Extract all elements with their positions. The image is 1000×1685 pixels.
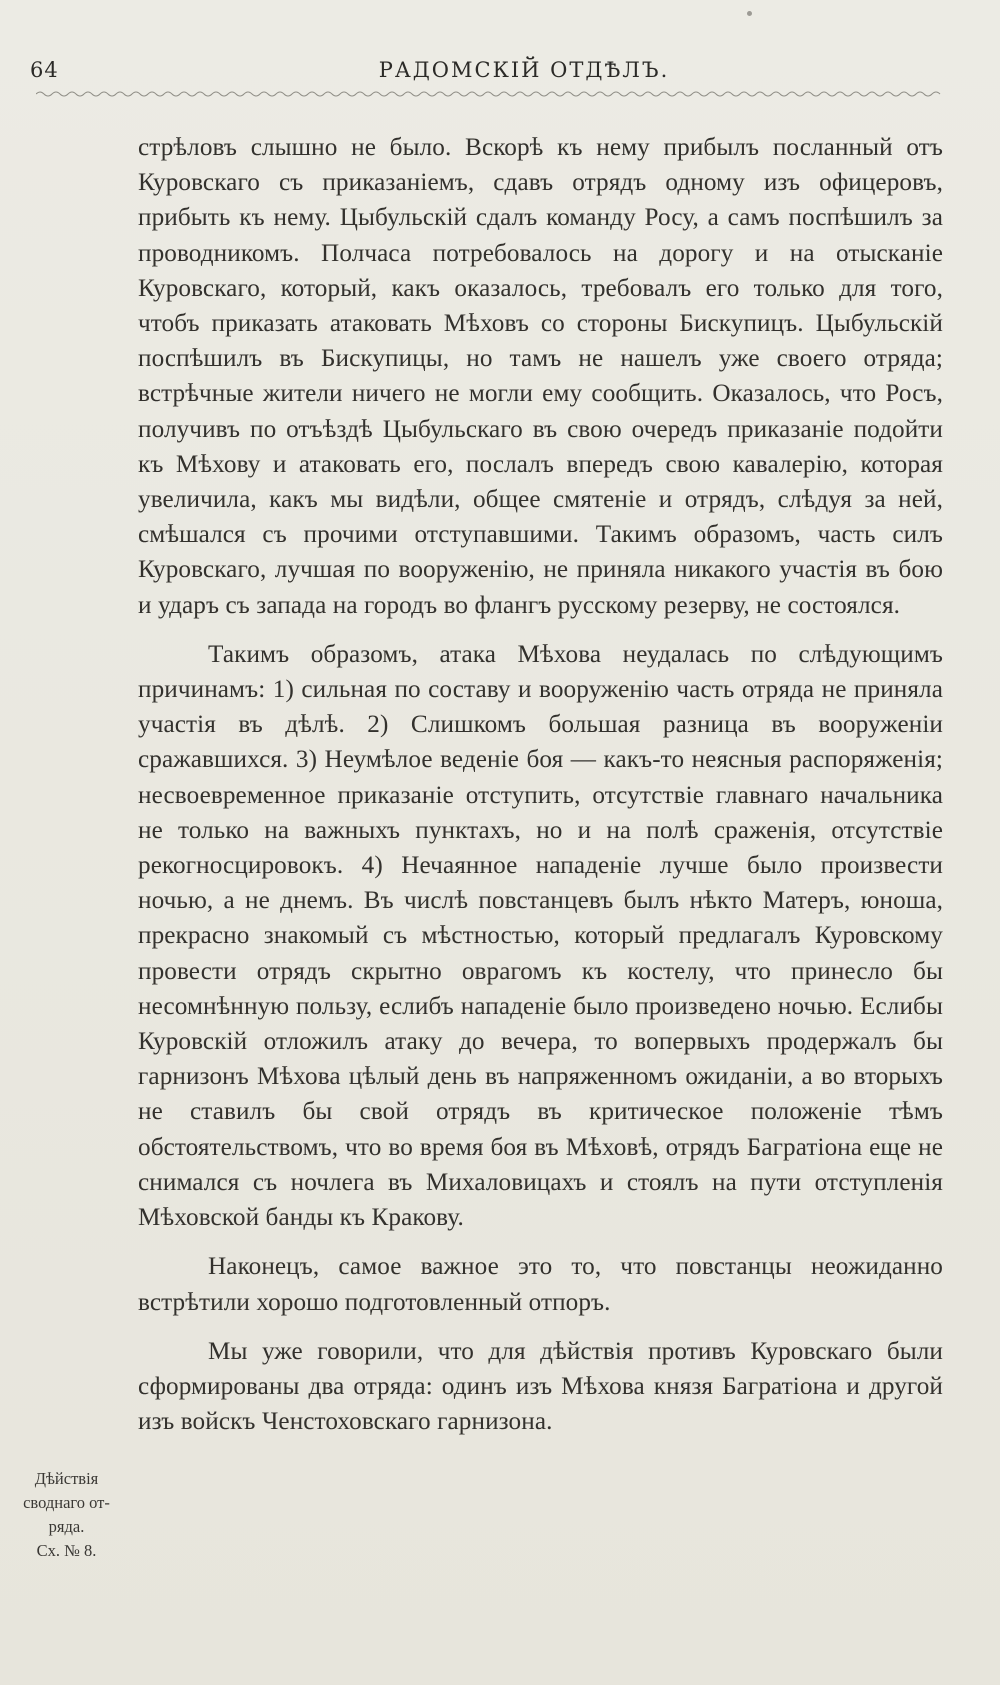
margin-note-line: своднаго от- [23,1493,110,1512]
paragraph-3: Наконецъ, самое важное это то, что повстанцы неожиданно встрѣтили хорошо подготовленный отпоръ. [138,1253,943,1316]
paper-speck [747,11,752,16]
margin-note-line: Дѣйствія [34,1469,99,1488]
page-number: 64 [30,58,59,82]
paragraph-2: Такимъ образомъ, атака Мѣхова неудалась по слѣдующимъ причинамъ: 1) сильная по составу и вооруженію часть отряда не приняла участія въ дѣлѣ. 2) Слишкомъ большая разница въ вооруженіи сражавшихся. 3) Неумѣлое веденіе боя — какъ-то неясныя распоряженія; несвоевременное приказаніе отступить, отсутствіе главнаго начальника не только на важныхъ пунктахъ, но и на полѣ сраженія, отсутствіе рекогносцировокъ. 4) Нечаянное нападеніе лучше было произвести ночью, а не днемъ. Въ числѣ повстанцевъ былъ нѣкто Матеръ, юноша, прекрасно знакомый съ мѣстностью, который предлагалъ Куровскому провести отрядъ скрытно оврагомъ къ костелу, что принесло бы несомнѣнную пользу, еслибъ нападеніе было произведено ночью. Еслибы Куровскій отложилъ атаку до вечера, то вопервыхъ продержалъ бы гарнизонъ Мѣхова цѣлый день въ напряженномъ ожиданіи, а во вторыхъ не ставилъ бы свой отрядъ въ критическое положеніе тѣмъ обстоятельствомъ, что во время боя въ Мѣховѣ, отрядъ Багратіона еще не снимался съ ночлега въ Михаловицахъ и стоялъ на пути отступленія Мѣховской банды къ Кракову. [138,640,943,1232]
header-wavy-rule [36,90,941,98]
page-header [28,58,940,88]
margin-note [14,1467,119,1563]
margin-note-line: ряда. [48,1517,85,1536]
running-title: РАДОМСКІЙ ОТДѢЛЪ. [378,58,670,82]
margin-note-line: Сх. № 8. [36,1541,97,1560]
paragraph-1: стрѣловъ слышно не было. Вскорѣ къ нему прибылъ посланный отъ Куровскаго съ приказаніемъ, сдавъ отрядъ одному изъ офицеровъ, прибыть къ нему. Цыбульскій сдалъ команду Росу, а самъ поспѣшилъ за проводникомъ. Полчаса потребовалось на дорогу и на отысканіе Куровскаго, который, какъ оказалось, требовалъ его только для того, чтобъ приказать атаковать Мѣховъ со стороны Бискупицъ. Цыбульскій поспѣшилъ въ Бискупицы, но тамъ не нашелъ уже своего отряда; встрѣчные жители ничего не могли ему сообщить. Оказалось, что Росъ, получивъ по отъѣздѣ Цыбульскаго въ свою очередъ приказаніе подойти къ Мѣхову и атаковать его, послалъ впередъ свою кавалерію, которая увеличила, какъ мы видѣли, общее смятеніе и отрядъ, слѣдуя за ней, смѣшался съ прочими отступавшими. Такимъ образомъ, часть силъ Куровскаго, лучшая по вооруженію, не приняла никакого участія въ бою и ударъ съ запада на городъ во флангъ русскому резерву, не состоялся. [138,134,943,619]
paragraph-4: Мы уже говорили, что для дѣйствія противъ Куровскаго были сформированы два отряда: одинъ изъ Мѣхова князя Багратіона и другой изъ войскъ Ченстоховскаго гарнизона. [138,1337,943,1436]
main-text [138,130,943,1439]
